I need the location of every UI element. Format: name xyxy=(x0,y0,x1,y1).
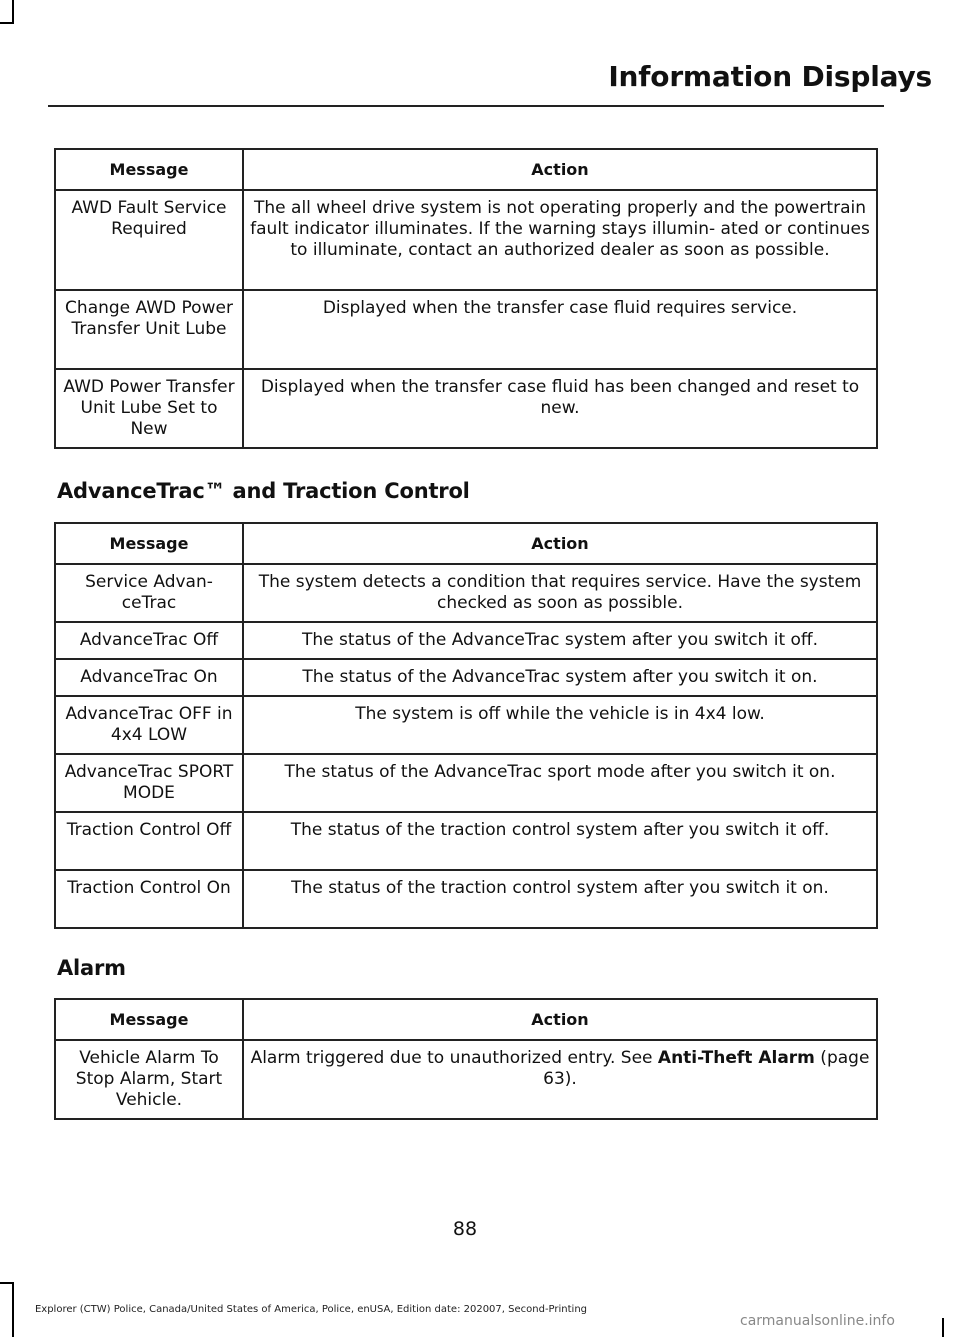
action-cell: Displayed when the transfer case fluid has been changed and reset to new. xyxy=(243,369,877,448)
section-heading-alarm: Alarm xyxy=(57,956,126,980)
table-row xyxy=(55,696,877,754)
action-cell: The system is off while the vehicle is in 4x4 low. xyxy=(243,696,877,754)
header-divider xyxy=(48,105,884,107)
message-cell: AWD Fault Service Required xyxy=(55,190,243,290)
message-cell: Traction Control On xyxy=(55,870,243,928)
action-cell xyxy=(243,1040,877,1119)
message-column-header: Message xyxy=(55,149,243,190)
crop-mark-top-left-horizontal xyxy=(0,22,14,24)
table-row xyxy=(55,369,877,448)
message-cell: Change AWD Power Transfer Unit Lube xyxy=(55,290,243,369)
table-header-row xyxy=(55,523,877,564)
alarm-messages-table xyxy=(54,998,878,1120)
action-column-header: Action xyxy=(243,149,877,190)
crop-mark-bottom-left-horizontal xyxy=(0,1282,14,1284)
page-title: Information Displays xyxy=(608,60,932,93)
table-row xyxy=(55,659,877,696)
message-cell: AdvanceTrac Off xyxy=(55,622,243,659)
cross-reference-link[interactable]: Anti-Theft Alarm xyxy=(657,1048,815,1068)
action-cell: The status of the AdvanceTrac sport mode after you switch it on. xyxy=(243,754,877,812)
message-cell: Vehicle Alarm To Stop Alarm, Start Vehicle. xyxy=(55,1040,243,1119)
action-column-header: Action xyxy=(243,523,877,564)
action-cell: The status of the traction control system after you switch it on. xyxy=(243,870,877,928)
message-column-header: Message xyxy=(55,999,243,1040)
message-cell: Service Advan- ceTrac xyxy=(55,564,243,622)
crop-mark-bottom-right-vertical xyxy=(942,1318,944,1337)
action-cell: The status of the AdvanceTrac system after you switch it off. xyxy=(243,622,877,659)
table-header-row xyxy=(55,999,877,1040)
action-cell: The all wheel drive system is not operating properly and the powertrain fault indicator illuminates. If the warning stays illumin- ated or continues to illuminate, contact an authorized dealer as soon as possible. xyxy=(243,190,877,290)
table-row xyxy=(55,564,877,622)
action-cell: The status of the traction control system after you switch it off. xyxy=(243,812,877,870)
crop-mark-top-left-vertical xyxy=(12,0,14,22)
message-column-header: Message xyxy=(55,523,243,564)
table-row xyxy=(55,622,877,659)
table-header-row xyxy=(55,149,877,190)
table-row xyxy=(55,290,877,369)
message-cell: AdvanceTrac On xyxy=(55,659,243,696)
message-cell: AdvanceTrac SPORT MODE xyxy=(55,754,243,812)
table-row xyxy=(55,754,877,812)
table-row xyxy=(55,190,877,290)
action-cell: Displayed when the transfer case fluid requires service. xyxy=(243,290,877,369)
message-cell: AWD Power Transfer Unit Lube Set to New xyxy=(55,369,243,448)
table-row xyxy=(55,870,877,928)
action-cell: The status of the AdvanceTrac system after you switch it on. xyxy=(243,659,877,696)
footer-edition-info: Explorer (CTW) Police, Canada/United States of America, Police, enUSA, Edition date: 202007, Second-Printing xyxy=(34,1304,588,1315)
message-cell: AdvanceTrac OFF in 4x4 LOW xyxy=(55,696,243,754)
section-heading-advancetrac: AdvanceTrac™ and Traction Control xyxy=(57,479,470,503)
table-row xyxy=(55,1040,877,1119)
table-row xyxy=(55,812,877,870)
watermark: carmanualsonline.info xyxy=(740,1313,895,1329)
page-reference: (page 63). xyxy=(543,1048,870,1089)
awd-messages-table xyxy=(54,148,878,449)
action-cell: The system detects a condition that requires service. Have the system checked as soon as possible. xyxy=(243,564,877,622)
action-text: Alarm triggered due to unauthorized entry. See xyxy=(250,1048,658,1068)
action-column-header: Action xyxy=(243,999,877,1040)
page-number: 88 xyxy=(452,1218,478,1240)
message-cell: Traction Control Off xyxy=(55,812,243,870)
advancetrac-messages-table xyxy=(54,522,878,929)
